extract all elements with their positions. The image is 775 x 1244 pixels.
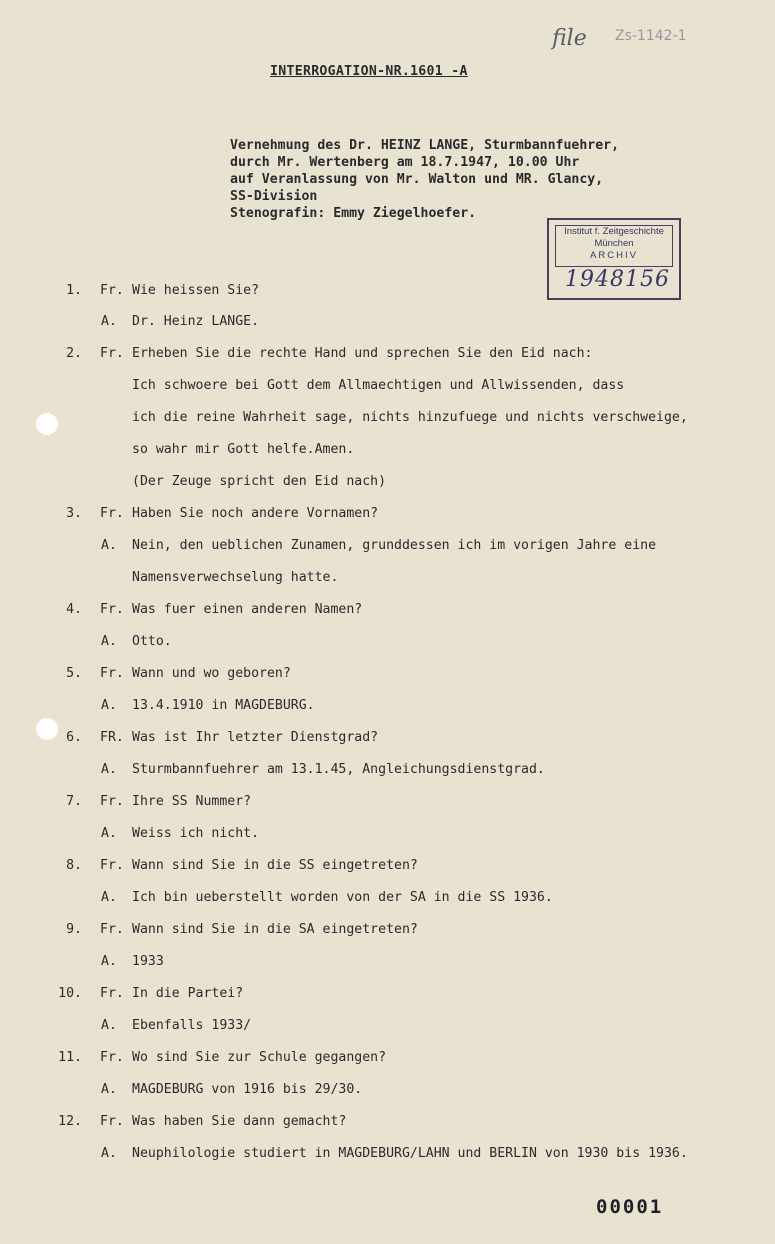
- question-number: 2.: [66, 346, 82, 361]
- punch-hole-top: [36, 413, 58, 435]
- transcript-text: MAGDEBURG von 1916 bis 29/30.: [132, 1082, 363, 1097]
- transcript-text: Was fuer einen anderen Namen?: [132, 602, 363, 617]
- stamp-institute: Institut f. Zeitgeschichte: [564, 226, 664, 237]
- handwritten-file-note: file: [552, 26, 587, 51]
- question-number: 4.: [66, 602, 82, 617]
- page-number: 00001: [596, 1196, 664, 1218]
- speaker-marker: A.: [101, 538, 117, 553]
- transcript-text: Erheben Sie die rechte Hand und sprechen Sie den Eid nach:: [132, 346, 593, 361]
- transcript-text: (Der Zeuge spricht den Eid nach): [132, 474, 387, 489]
- transcript-text: Otto.: [132, 634, 172, 649]
- speaker-marker: A.: [101, 954, 117, 969]
- speaker-marker: Fr.: [100, 986, 124, 1001]
- archive-stamp-label: [555, 225, 673, 267]
- transcript-text: In die Partei?: [132, 986, 244, 1001]
- speaker-marker: A.: [101, 634, 117, 649]
- header-line-1: Vernehmung des Dr. HEINZ LANGE, Sturmbannfuehrer,: [230, 138, 620, 153]
- speaker-marker: A.: [101, 826, 117, 841]
- transcript-text: Sturmbannfuehrer am 13.1.45, Angleichungsdienstgrad.: [132, 762, 545, 777]
- speaker-marker: Fr.: [100, 794, 124, 809]
- transcript-text: ich die reine Wahrheit sage, nichts hinzufuege und nichts verschweige,: [132, 410, 688, 425]
- transcript-text: Was haben Sie dann gemacht?: [132, 1114, 347, 1129]
- transcript-text: Ich bin ueberstellt worden von der SA in die SS 1936.: [132, 890, 553, 905]
- speaker-marker: Fr.: [100, 283, 124, 298]
- question-number: 8.: [66, 858, 82, 873]
- speaker-marker: Fr.: [100, 602, 124, 617]
- speaker-marker: A.: [101, 314, 117, 329]
- transcript-text: Haben Sie noch andere Vornamen?: [132, 506, 379, 521]
- question-number: 5.: [66, 666, 82, 681]
- question-number: 11.: [58, 1050, 82, 1065]
- header-line-3: auf Veranlassung von Mr. Walton und MR. Glancy,: [230, 172, 604, 187]
- stamp-archive-number: 1948156: [565, 267, 670, 292]
- question-number: 10.: [58, 986, 82, 1001]
- transcript-text: Neuphilologie studiert in MAGDEBURG/LAHN und BERLIN von 1930 bis 1936.: [132, 1146, 688, 1161]
- speaker-marker: A.: [101, 1018, 117, 1033]
- speaker-marker: A.: [101, 698, 117, 713]
- header-line-4: SS-Division: [230, 189, 318, 204]
- question-number: 1.: [66, 283, 82, 298]
- transcript-text: Weiss ich nicht.: [132, 826, 260, 841]
- archive-stamp: [547, 218, 681, 300]
- transcript-text: 13.4.1910 in MAGDEBURG.: [132, 698, 315, 713]
- transcript-text: Nein, den ueblichen Zunamen, grunddessen ich im vorigen Jahre eine: [132, 538, 657, 553]
- transcript-text: 1933: [132, 954, 164, 969]
- transcript-text: Was ist Ihr letzter Dienstgrad?: [132, 730, 379, 745]
- transcript-text: Dr. Heinz LANGE.: [132, 314, 260, 329]
- question-number: 9.: [66, 922, 82, 937]
- transcript-text: Wann und wo geboren?: [132, 666, 291, 681]
- question-number: 6.: [66, 730, 82, 745]
- speaker-marker: A.: [101, 1146, 117, 1161]
- document-title: INTERROGATION-NR.1601 -A: [270, 64, 468, 79]
- transcript-text: Ich schwoere bei Gott dem Allmaechtigen und Allwissenden, dass: [132, 378, 625, 393]
- speaker-marker: Fr.: [100, 506, 124, 521]
- transcript-text: Ihre SS Nummer?: [132, 794, 252, 809]
- speaker-marker: A.: [101, 1082, 117, 1097]
- speaker-marker: Fr.: [100, 1050, 124, 1065]
- transcript-text: Wann sind Sie in die SS eingetreten?: [132, 858, 418, 873]
- question-number: 12.: [58, 1114, 82, 1129]
- transcript-text: Wo sind Sie zur Schule gegangen?: [132, 1050, 387, 1065]
- transcript-text: so wahr mir Gott helfe.Amen.: [132, 442, 355, 457]
- speaker-marker: Fr.: [100, 922, 124, 937]
- speaker-marker: Fr.: [100, 1114, 124, 1129]
- question-number: 7.: [66, 794, 82, 809]
- transcript-text: Wann sind Sie in die SA eingetreten?: [132, 922, 418, 937]
- transcript-text: Namensverwechselung hatte.: [132, 570, 339, 585]
- header-line-2: durch Mr. Wertenberg am 18.7.1947, 10.00 Uhr: [230, 155, 580, 170]
- question-number: 3.: [66, 506, 82, 521]
- speaker-marker: Fr.: [100, 346, 124, 361]
- speaker-marker: A.: [101, 890, 117, 905]
- speaker-marker: FR.: [100, 730, 124, 745]
- speaker-marker: Fr.: [100, 666, 124, 681]
- stamp-city: München: [594, 238, 634, 249]
- file-reference-note: Zs-1142-1: [615, 28, 687, 44]
- speaker-marker: A.: [101, 762, 117, 777]
- header-line-5: Stenografin: Emmy Ziegelhoefer.: [230, 206, 477, 221]
- stamp-archive: ARCHIV: [590, 250, 638, 261]
- speaker-marker: Fr.: [100, 858, 124, 873]
- transcript-text: Wie heissen Sie?: [132, 283, 260, 298]
- transcript-text: Ebenfalls 1933/: [132, 1018, 252, 1033]
